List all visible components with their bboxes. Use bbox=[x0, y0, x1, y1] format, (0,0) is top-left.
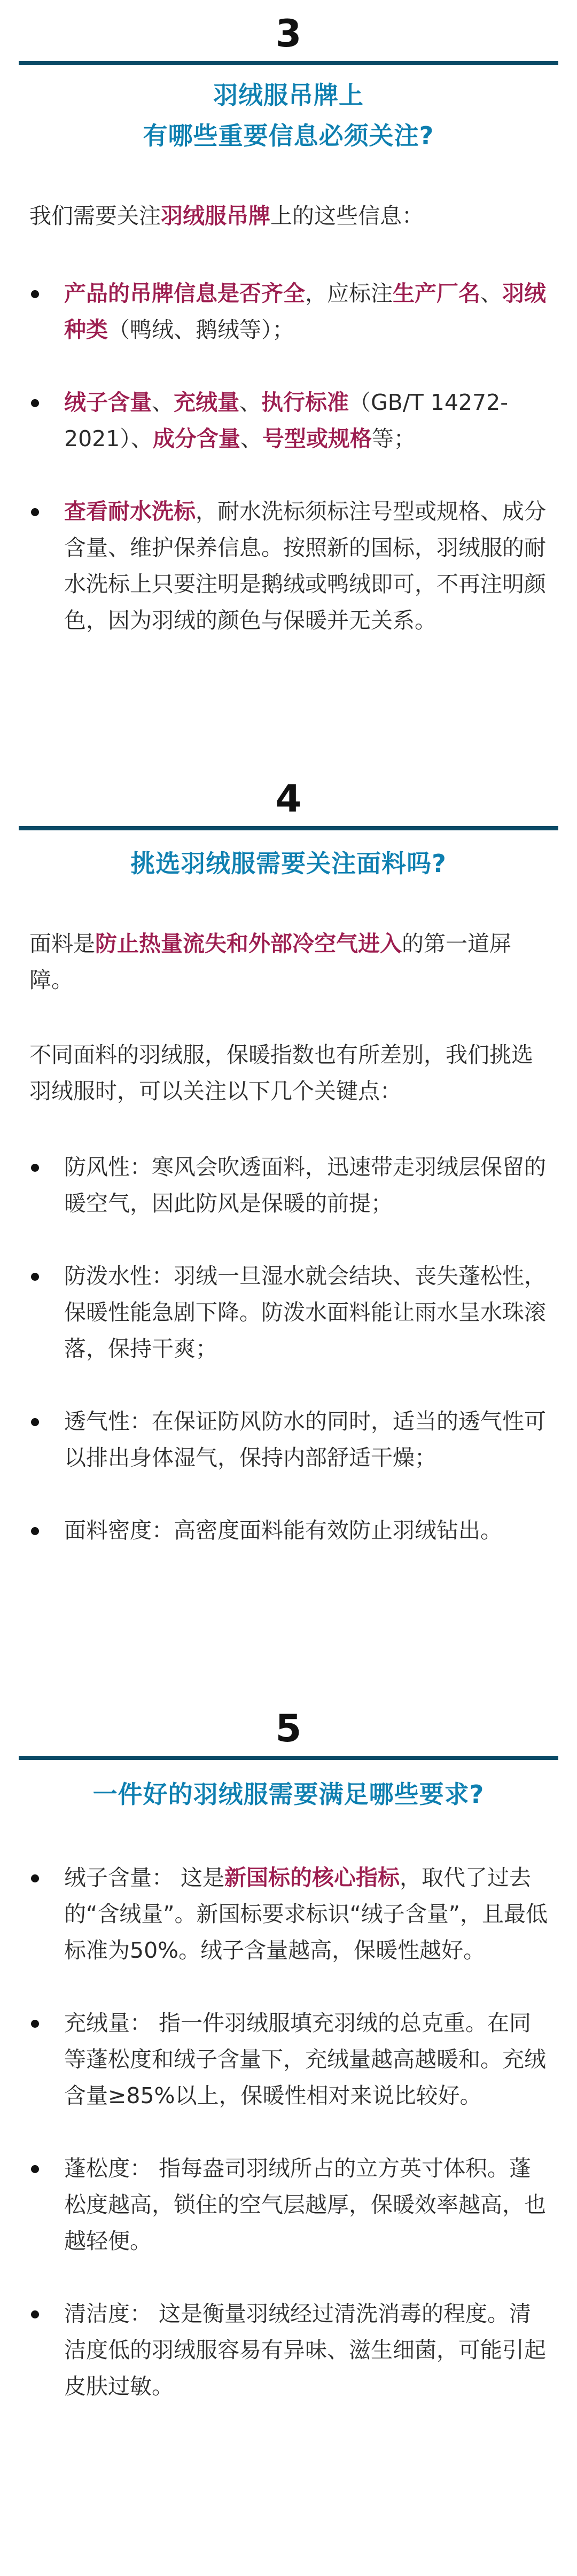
section-5-title bbox=[0, 1774, 577, 1815]
highlight-text: 查看耐水洗标 bbox=[64, 499, 196, 524]
list-item bbox=[0, 1403, 577, 1476]
highlight-text: 产品的吊牌信息是否齐全 bbox=[64, 281, 305, 306]
list-item-text bbox=[64, 493, 548, 639]
bullet-dot bbox=[31, 399, 39, 407]
intro-paragraph bbox=[29, 198, 548, 234]
section-4-header bbox=[0, 777, 577, 821]
list-item-text bbox=[64, 2150, 548, 2259]
text-run: 不同面料的羽绒服，保暖指数也有所差别，我们挑选羽绒服时，可以关注以下几个关键点： bbox=[29, 1042, 533, 1104]
highlight-text: 充绒量 bbox=[174, 390, 239, 415]
list-item bbox=[0, 493, 577, 639]
list-item bbox=[0, 1859, 577, 1968]
list-item bbox=[0, 384, 577, 457]
text-run: ，取代了过去的“含绒量”。新国标要求标识“绒子含量”，且最低标准为50%。绒子含量越高，保暖性越好。 bbox=[64, 1865, 548, 1963]
list-item bbox=[0, 1149, 577, 1221]
list-item-text bbox=[64, 1859, 548, 1968]
list-item bbox=[0, 1512, 577, 1548]
text-run: 防风性：寒风会吹透面料，迅速带走羽绒层保留的暖空气，因此防风是保暖的前提； bbox=[64, 1154, 546, 1216]
bullet-dot bbox=[31, 290, 39, 298]
highlight-text: 新国标的核心指标 bbox=[224, 1865, 400, 1890]
bullet-dot bbox=[31, 1418, 39, 1426]
text-run: （鸭绒、鹅绒等）； bbox=[108, 317, 294, 343]
text-run: 清洁度： 这是衡量羽绒经过清洗消毒的程度。清洁度低的羽绒服容易有异味、滋生细菌，可能引起皮肤过敏。 bbox=[64, 2301, 546, 2399]
list-item-text bbox=[64, 2295, 548, 2404]
text-run: 绒子含量： 这是 bbox=[64, 1865, 225, 1890]
bullet-dot bbox=[31, 2310, 39, 2318]
bullet-dot bbox=[31, 2165, 39, 2173]
text-run: （GB/T 14272-2021）、 bbox=[64, 390, 509, 452]
section-3-header bbox=[0, 12, 577, 56]
bullet-dot bbox=[31, 1527, 39, 1535]
section-title-line: 一件好的羽绒服需要满足哪些要求? bbox=[92, 1780, 485, 1809]
section-number: 5 bbox=[275, 1707, 302, 1750]
intro-paragraph bbox=[29, 1037, 548, 1109]
list-item bbox=[0, 2150, 577, 2259]
section-title-line: 挑选羽绒服需要关注面料吗? bbox=[130, 849, 447, 878]
text-run: 充绒量： 指一件羽绒服填充羽绒的总克重。在同等蓬松度和绒子含量下，充绒量越高越暖和。充绒含量≥85%以上，保暖性相对来说比较好。 bbox=[64, 2010, 546, 2108]
highlight-text: 羽绒服吊牌 bbox=[161, 203, 270, 229]
text-run: 、 bbox=[240, 426, 262, 452]
list-item-text bbox=[64, 275, 548, 348]
intro-paragraph bbox=[29, 925, 548, 998]
bullet-dot bbox=[31, 2020, 39, 2028]
bullet-dot bbox=[31, 508, 39, 516]
fabric-list bbox=[0, 1149, 577, 1548]
highlight-text: 成分含量 bbox=[152, 426, 240, 452]
bullet-dot bbox=[31, 1164, 39, 1172]
text-run: 蓬松度： 指每盎司羽绒所占的立方英寸体积。蓬松度越高，锁住的空气层越厚，保暖效率越高，也越轻便。 bbox=[64, 2155, 546, 2254]
section-divider bbox=[19, 1756, 558, 1760]
text-run: 上的这些信息： bbox=[270, 203, 424, 229]
text-run: 透气性：在保证防风防水的同时，适当的透气性可以排出身体湿气，保持内部舒适干燥； bbox=[64, 1408, 546, 1470]
text-run: 、 bbox=[239, 390, 261, 415]
highlight-text: 生产厂名 bbox=[393, 281, 480, 306]
text-run: ，应标注 bbox=[305, 281, 393, 306]
highlight-text: 执行标准 bbox=[261, 390, 349, 415]
list-item-text bbox=[64, 1258, 548, 1367]
list-item-text bbox=[64, 2005, 548, 2114]
section-number: 3 bbox=[275, 12, 302, 56]
section-divider bbox=[19, 826, 558, 830]
bullet-dot bbox=[31, 1273, 39, 1281]
highlight-text: 绒子含量 bbox=[64, 390, 152, 415]
tag-info-list bbox=[0, 275, 577, 639]
bullet-dot bbox=[31, 1874, 39, 1882]
section-number: 4 bbox=[275, 777, 302, 821]
text-run: 、 bbox=[480, 281, 502, 306]
text-run: 、 bbox=[152, 390, 174, 415]
text-run: 面料是 bbox=[29, 931, 95, 956]
highlight-text: 羽绒种类 bbox=[64, 281, 546, 343]
requirements-list bbox=[0, 1859, 577, 2404]
list-item-text bbox=[64, 384, 548, 457]
highlight-text: 号型或规格 bbox=[262, 426, 372, 452]
section-title-line: 有哪些重要信息必须关注? bbox=[143, 121, 434, 150]
list-item bbox=[0, 2005, 577, 2114]
text-run: 的第一道屏障。 bbox=[29, 931, 511, 993]
section-4-title bbox=[0, 843, 577, 884]
list-item-text bbox=[64, 1403, 548, 1476]
list-item-text bbox=[64, 1512, 548, 1548]
text-run: 我们需要关注 bbox=[29, 203, 161, 229]
list-item bbox=[0, 275, 577, 348]
highlight-text: 防止热量流失和外部冷空气进入 bbox=[95, 931, 402, 956]
section-5-header bbox=[0, 1707, 577, 1750]
text-run: 防泼水性：羽绒一旦湿水就会结块、丧失蓬松性，保暖性能急剧下降。防泼水面料能让雨水呈水珠滚落，保持干爽； bbox=[64, 1263, 546, 1361]
section-title-line: 羽绒服吊牌上 bbox=[213, 81, 364, 110]
text-run: ，耐水洗标须标注号型或规格、成分含量、维护保养信息。按照新的国标，羽绒服的耐水洗标上只要注明是鹅绒或鸭绒即可，不再注明颜色，因为羽绒的颜色与保暖并无关系。 bbox=[64, 499, 546, 633]
list-item bbox=[0, 1258, 577, 1367]
text-run: 面料密度：高密度面料能有效防止羽绒钻出。 bbox=[64, 1517, 502, 1543]
section-divider bbox=[19, 61, 558, 65]
text-run: 等； bbox=[371, 426, 416, 452]
list-item-text bbox=[64, 1149, 548, 1221]
section-3-title bbox=[0, 75, 577, 156]
list-item bbox=[0, 2295, 577, 2404]
